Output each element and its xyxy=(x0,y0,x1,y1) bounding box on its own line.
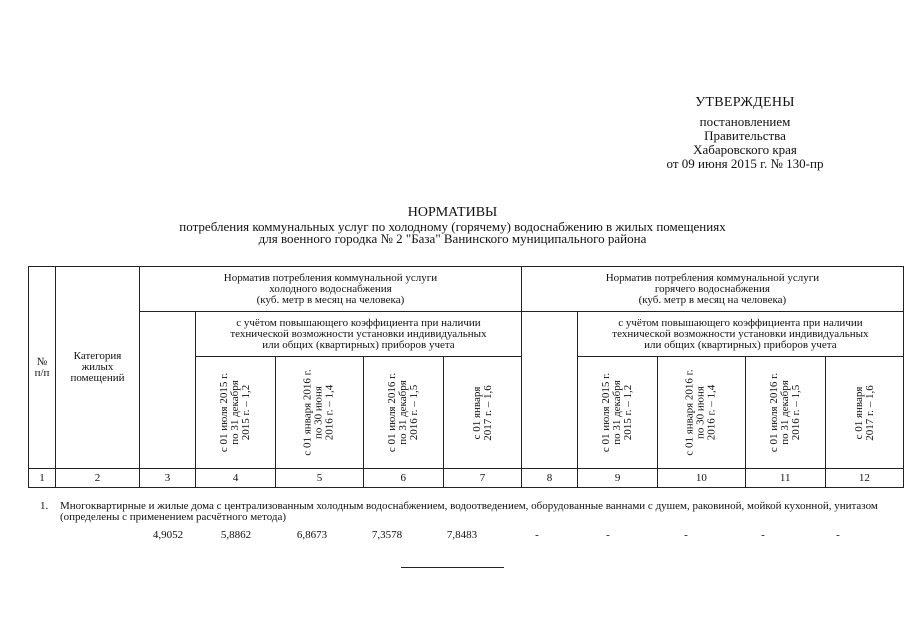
period-header: с 01 января 2016 г. по 30 июня 2016 г. – 1,4 xyxy=(276,357,363,469)
approval-block xyxy=(600,96,890,171)
column-number: 8 xyxy=(521,469,577,488)
column-number: 12 xyxy=(825,469,903,488)
col-category-header: Категория жилых помещений xyxy=(56,267,140,469)
approval-title: УТВЕРЖДЕНЫ xyxy=(695,95,795,110)
period-header: с 01 января 2017 г. – 1,6 xyxy=(825,357,903,469)
row-category-text: Многоквартирные и жилые дома с централизованным холодным водоснабжением, водоотведением, оборудованные ваннами с душем, раковиной, мойкой кухонной, унитазом (определены с применением расчётного метода) xyxy=(60,500,878,523)
approval-line: Правительства xyxy=(704,128,786,143)
row-value: - xyxy=(606,529,610,541)
row-value: 5,8862 xyxy=(220,529,252,541)
approval-line: постановлением xyxy=(699,114,791,129)
approval-date: от 09 июня 2015 г. № 130-пр xyxy=(666,156,824,171)
column-number: 11 xyxy=(745,469,825,488)
column-number: 9 xyxy=(577,469,657,488)
document-title: НОРМАТИВЫ xyxy=(407,205,498,220)
document-subtitle xyxy=(100,221,805,245)
row-value: - xyxy=(761,529,765,541)
row-value: 6,8673 xyxy=(296,529,328,541)
approval-line: Хабаровского края xyxy=(693,142,797,157)
period-header: с 01 июля 2016 г. по 31 декабря 2016 г. – 1,5 xyxy=(745,357,825,469)
column-number: 10 xyxy=(658,469,745,488)
hot-base-cell xyxy=(521,312,577,469)
row-value: - xyxy=(684,529,688,541)
period-header: с 01 января 2016 г. по 30 июня 2016 г. – 1,4 xyxy=(658,357,745,469)
col-number-header: № п/п xyxy=(29,267,56,469)
subtitle-line: потребления коммунальных услуг по холодному (горячему) водоснабжению в жилых помещениях xyxy=(179,219,726,234)
column-number: 2 xyxy=(56,469,140,488)
column-number: 7 xyxy=(443,469,521,488)
cold-water-header: Норматив потребления коммунальной услуги холодного водоснабжения (куб. метр в месяц на человека) xyxy=(140,267,522,312)
row-value: - xyxy=(535,529,539,541)
norms-table xyxy=(28,266,904,488)
subtitle-line: для военного городка № 2 "База" Ванинского муниципального района xyxy=(258,231,647,246)
row-value: 4,9052 xyxy=(152,529,184,541)
period-header: с 01 июля 2015 г. по 31 декабря 2015 г. – 1,2 xyxy=(577,357,657,469)
column-number: 3 xyxy=(140,469,196,488)
row-value: - xyxy=(836,529,840,541)
period-header: с 01 июля 2015 г. по 31 декабря 2015 г. – 1,2 xyxy=(196,357,276,469)
column-number: 1 xyxy=(29,469,56,488)
row-number: 1. xyxy=(40,500,49,512)
column-number: 4 xyxy=(196,469,276,488)
separator-line xyxy=(401,567,504,568)
row-value: 7,3578 xyxy=(371,529,403,541)
column-number: 5 xyxy=(276,469,363,488)
column-number: 6 xyxy=(363,469,443,488)
row-value: 7,8483 xyxy=(446,529,478,541)
hot-coefficient-header: с учётом повышающего коэффициента при наличии технической возможности установки индивидуальных или общих (квартирных) приборов учета xyxy=(577,312,903,357)
hot-water-header: Норматив потребления коммунальной услуги горячего водоснабжения (куб. метр в месяц на человека) xyxy=(521,267,903,312)
cold-base-cell xyxy=(140,312,196,469)
period-header: с 01 июля 2016 г. по 31 декабря 2016 г. – 1,5 xyxy=(363,357,443,469)
cold-coefficient-header: с учётом повышающего коэффициента при наличии технической возможности установки индивидуальных или общих (квартирных) приборов учета xyxy=(196,312,522,357)
period-header: с 01 января 2017 г. – 1,6 xyxy=(443,357,521,469)
